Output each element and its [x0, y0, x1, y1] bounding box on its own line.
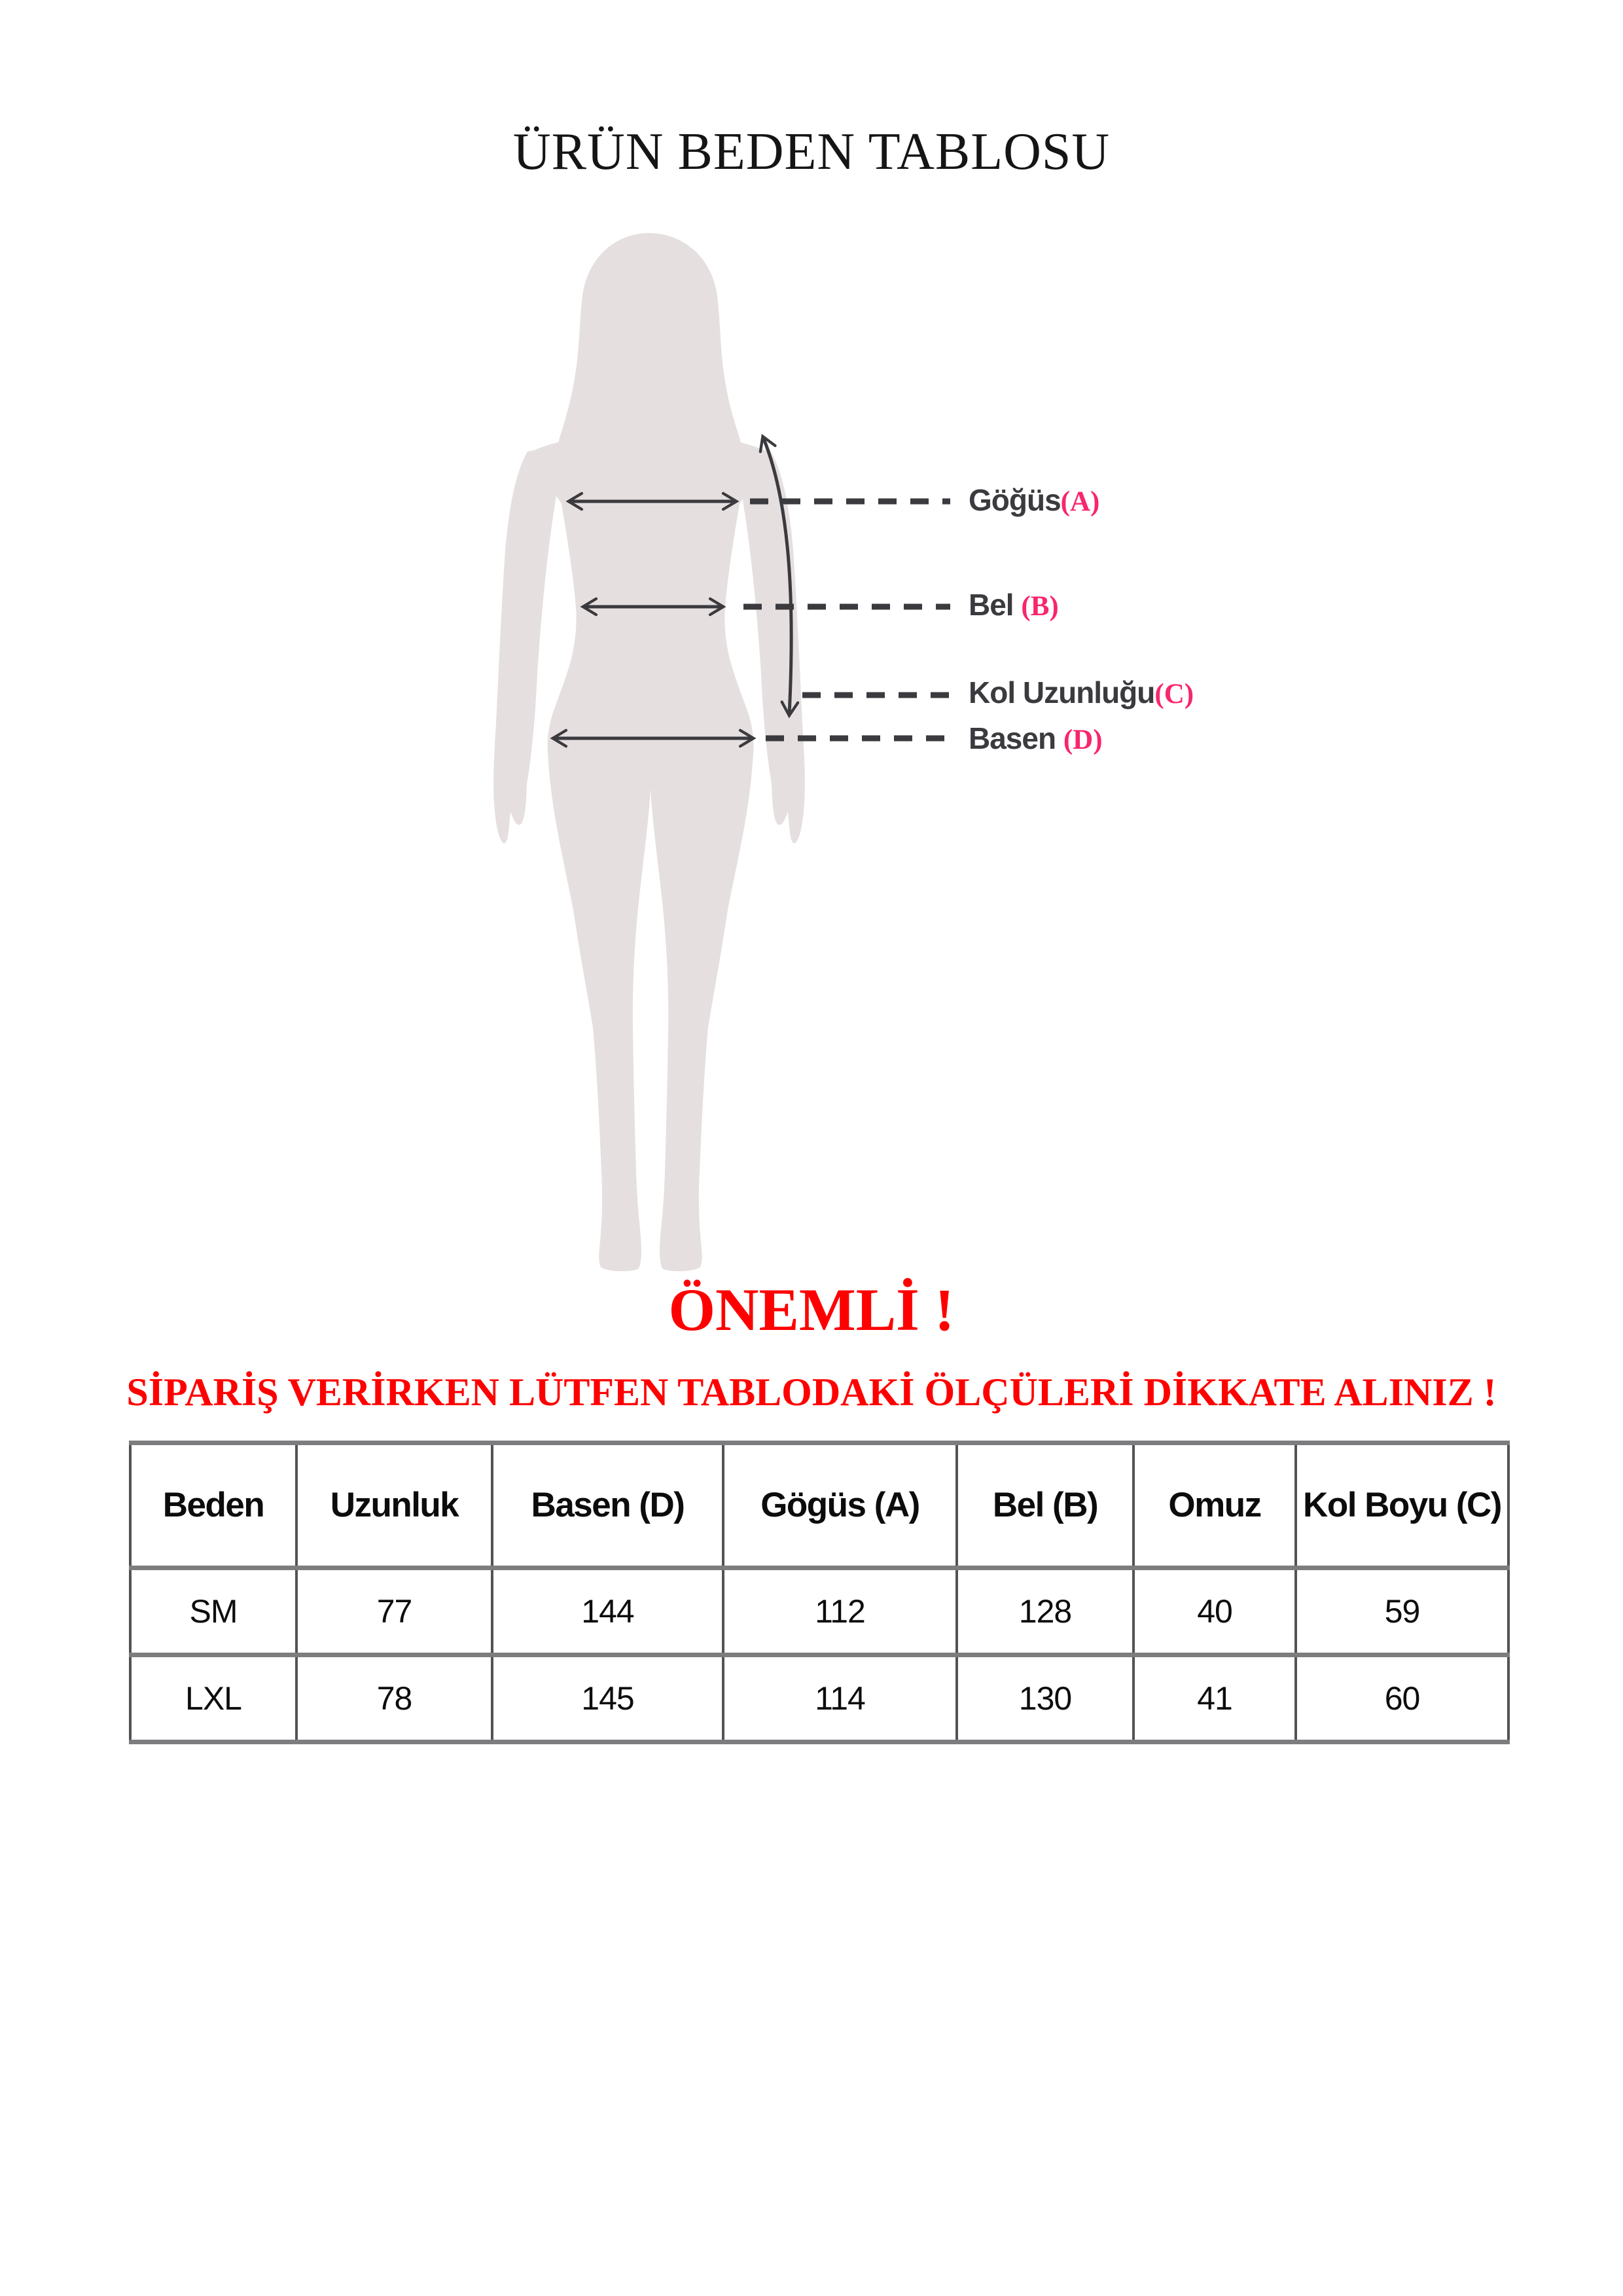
header-kol-boyu: Kol Boyu (C) — [1296, 1443, 1508, 1568]
measurement-label-chest-text: Göğüs — [969, 483, 1061, 517]
cell-size: SM — [130, 1568, 296, 1655]
cell-value: 40 — [1133, 1568, 1296, 1655]
size-table — [129, 1441, 1510, 1744]
measurement-label-waist-text: Bel — [969, 588, 1022, 622]
size-table-header-row — [130, 1443, 1508, 1568]
cell-value: 78 — [296, 1655, 492, 1742]
measurement-code-B: (B) — [1021, 591, 1059, 622]
cell-value: 59 — [1296, 1568, 1508, 1655]
cell-value: 130 — [957, 1655, 1133, 1742]
measurement-code-C: (C) — [1154, 679, 1194, 709]
table-row-sm — [130, 1568, 1508, 1655]
cell-value: 77 — [296, 1568, 492, 1655]
header-basen: Basen (D) — [492, 1443, 723, 1568]
header-beden: Beden — [130, 1443, 296, 1568]
header-gogus: Gögüs (A) — [723, 1443, 957, 1568]
cell-value: 112 — [723, 1568, 957, 1655]
cell-value: 114 — [723, 1655, 957, 1742]
measurement-label-arm-length-text: Kol Uzunluğu — [969, 675, 1155, 709]
measurement-code-D: (D) — [1063, 725, 1103, 755]
body-figure-diagram — [458, 223, 1001, 1289]
header-uzunluk: Uzunluk — [296, 1443, 492, 1568]
measurement-label-waist — [969, 586, 1059, 623]
cell-size: LXL — [130, 1655, 296, 1742]
important-heading: ÖNEMLİ ! — [668, 1276, 955, 1343]
cell-value: 41 — [1133, 1655, 1296, 1742]
warning-text: SİPARİŞ VERİRKEN LÜTFEN TABLODAKİ ÖLÇÜLERİ DİKKATE ALINIZ ! — [126, 1371, 1497, 1414]
table-row-lxl — [130, 1655, 1508, 1742]
header-omuz: Omuz — [1133, 1443, 1296, 1568]
measurement-label-arm-length — [969, 674, 1194, 711]
header-bel: Bel (B) — [957, 1443, 1133, 1568]
cell-value: 60 — [1296, 1655, 1508, 1742]
measurement-label-hip-text: Basen — [969, 721, 1063, 755]
female-body-silhouette — [493, 233, 805, 1271]
cell-value: 145 — [492, 1655, 723, 1742]
measurement-code-A: (A) — [1060, 486, 1100, 517]
page-title: ÜRÜN BEDEN TABLOSU — [512, 123, 1111, 181]
cell-value: 144 — [492, 1568, 723, 1655]
measurement-label-chest — [969, 482, 1099, 518]
measurement-label-hip — [969, 720, 1103, 757]
cell-value: 128 — [957, 1568, 1133, 1655]
